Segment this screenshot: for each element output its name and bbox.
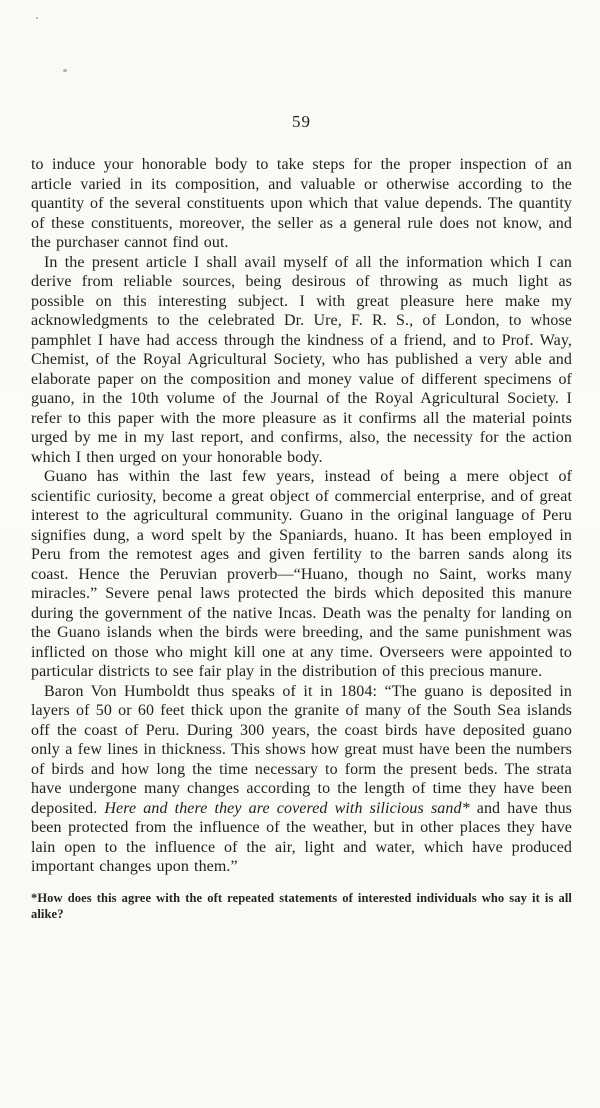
paragraph-continuation: to induce your honorable body to take steps for the proper inspection of an article varied in its composition, and valuable or otherwise according to the quantity of the several constituents upon which that value depends. The quantity of these constituents, moreover, the seller as a general rule does not know, and the purchaser cannot find out.	[31, 156, 572, 251]
footnote-text: How does this agree with the oft repeated statements of interested individuals who say it is all alike?	[31, 890, 572, 921]
page-body	[31, 155, 572, 877]
paragraph-humboldt-quote	[31, 682, 572, 877]
paragraph-present-article: In the present article I shall avail myself of all the information which I can derive from reliable sources, being desirous of throwing as much light as possible on this interesting subject. I with great pleasure here make my acknowledgments to the celebrated Dr. Ure, F. R. S., of London, to whose pamphlet I have had access through the kindness of a friend, and to Prof. Way, Chemist, of the Royal Agricultural Society, who has published a very able and elaborate paper on the composition and money value of different specimens of guano, in the 10th volume of the Journal of the Royal Agricultural Society. I refer to this paper with the more pleasure as it confirms all the material points urged by me in my last report, and confirms, also, the necessity for the action which I then urged on your honorable body.	[31, 253, 572, 466]
humboldt-quote-start: Baron Von Humboldt thus speaks of it in 1804: “The guano is deposited in layers of 50 or 60 feet thick upon the granite of many of the South Sea islands off the coast of Peru. During 300 years, the coast birds have deposited guano only a few lines in thickness. This shows how great must have been the numbers of birds and how long the time necessary to form the present beds. The strata have undergone many changes according to the length of time they have been deposited.	[31, 682, 572, 817]
scan-speck	[63, 69, 67, 72]
footnote-asterisk: *	[31, 890, 38, 905]
footnote	[31, 890, 572, 923]
humboldt-quote-end: and have thus been protected from the influence of the weather, but in other places they have lain open to the influence of the air, light and water, which have produced important changes upon them.”	[31, 799, 572, 875]
paragraph-guano-history: Guano has within the last few years, instead of being a mere object of scientific curiosity, become a great object of commercial enterprise, and of great interest to the agricultural community. Guano in the original language of Peru signifies dung, a word spelt by the Spaniards, huano. It has been employed in Peru from the remotest ages and given fertility to the barren sands along its coast. Hence the Peruvian proverb—“Huano, though no Saint, works many miracles.” Severe penal laws protected the birds which deposited this manure during the government of the native Incas. Death was the penalty for landing on the Guano islands when the birds were breeding, and the same punishment was inflicted on those who might kill one at any time. Overseers were appointed to particular districts to see fair play in the distribution of this precious manure.	[31, 468, 572, 680]
scan-speck	[36, 17, 38, 19]
page-number: 59	[292, 112, 311, 131]
humboldt-quote-italic: Here and there they are covered with silicious sand*	[104, 799, 470, 817]
